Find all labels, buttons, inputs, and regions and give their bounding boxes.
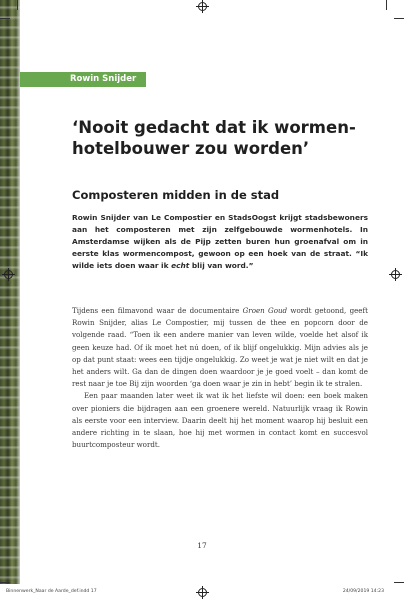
author-name-bar xyxy=(20,72,146,87)
chapter-subtitle: Composteren midden in de stad xyxy=(72,188,280,202)
crop-mark xyxy=(394,18,404,19)
registration-mark-icon xyxy=(198,588,207,597)
crop-mark xyxy=(17,0,18,10)
body-text xyxy=(72,305,368,451)
print-slug-file: Binnenwerk_Naar de Aarde_def.indd 17 xyxy=(6,589,97,594)
intro-paragraph xyxy=(72,212,368,272)
registration-mark-icon xyxy=(4,270,13,279)
registration-mark-icon xyxy=(391,270,400,279)
chapter-title: ‘Nooit gedacht dat ik wormen-hotelbouwer zou worden’ xyxy=(72,118,356,158)
body-text-run: Tijdens een filmavond waar de documentaire xyxy=(72,306,243,315)
print-slug-date: 24/09/2019 14:23 xyxy=(342,589,384,594)
bleed-photo-strip xyxy=(0,0,20,584)
documentary-title: Groen Goud xyxy=(242,306,288,315)
intro-emphasis: echt xyxy=(171,261,190,270)
crop-mark xyxy=(386,0,387,10)
crop-mark xyxy=(0,18,10,19)
body-paragraph-1 xyxy=(72,305,368,390)
crop-mark xyxy=(394,582,404,583)
registration-mark-icon xyxy=(198,2,207,11)
body-paragraph-2: Een paar maanden later weet ik wat ik het liefste wil doen: een boek maken over pioniers die bijdragen aan een groenere wereld. Natuurlijk vraag ik Rowin als eerste voor een interview. Daarin deelt hij het moment waarop hij besluit een andere richting in te slaan, hoe hij met wormen in contact komt en succesvol buurtcomposteur wordt. xyxy=(72,391,368,450)
intro-text-end: blij van word.” xyxy=(189,261,254,270)
author-name: Rowin Snijder xyxy=(70,74,137,84)
intro-text: Rowin Snijder van Le Compostier en StadsOogst krijgt stadsbewoners aan het composteren met zijn zelfgebouwde wormenhotels. In Amsterdamse wijken als de Pijp zetten buren hun groenafval om in eerste klas wormencompost, gewoon op een hoek van de straat. “Ik wilde iets doen waar ik xyxy=(72,213,368,270)
page-number: 17 xyxy=(197,541,207,550)
crop-mark xyxy=(0,582,10,583)
body-text-run: wordt getoond, geeft Rowin Snijder, alias Le Compostier, mij tussen de thee en popcorn door de volgende raad. “Toen ik een andere manier van leven wilde, voelde het alsof ik geen keuze had. Of ik moet het nú doen, of ik blijf ongelukkig. Mijn advies als je op dat punt staat: wees een tijdje ongelukkig. Zo weet je wat je niet wilt en dat je het anders wilt. Ga dan de dingen doen waardoor je je goed voelt – dan komt de rest naar je toe Bij zijn woorden ‘ga doen waar je zin in hebt’ begin ik te stralen. xyxy=(72,306,368,389)
